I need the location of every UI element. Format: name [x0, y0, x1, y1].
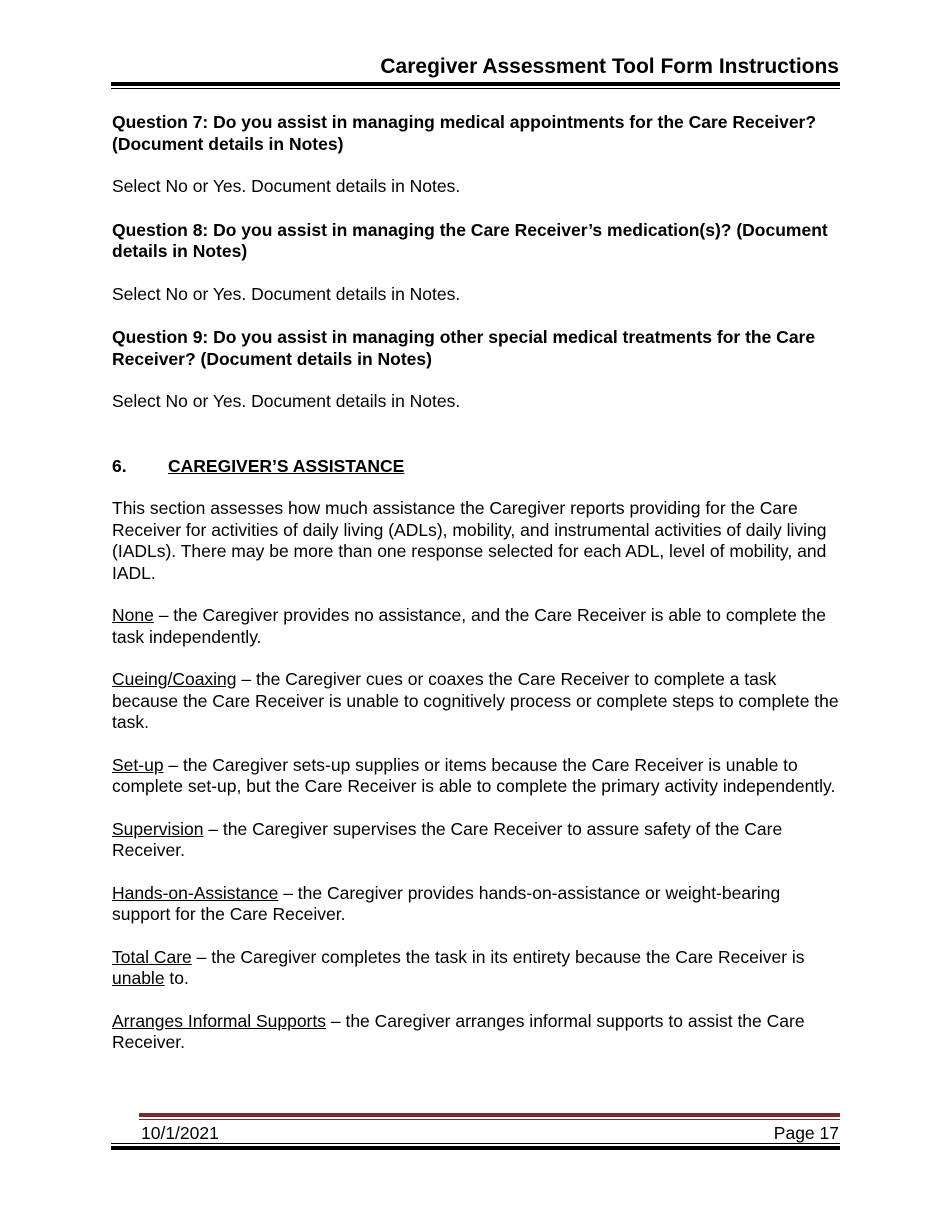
definition-text: – the Caregiver provides hands-on-assistance or weight-bearing support for the Care Receiver. — [112, 882, 781, 924]
footer-date: 10/1/2021 — [141, 1123, 219, 1143]
definition-text: – the Caregiver arranges informal supports to assist the Care Receiver. — [112, 1010, 805, 1052]
definition-emphasis: unable — [112, 968, 165, 988]
footer-rule-bottom-thick — [111, 1146, 840, 1150]
header-title: Caregiver Assessment Tool Form Instructions — [380, 55, 839, 78]
definition-text: – the Caregiver cues or coaxes the Care Receiver to complete a task because the Care Receiver is unable to cognitively process or complete steps to complete the task. — [112, 669, 839, 732]
definition-text: – the Caregiver sets-up supplies or items because the Care Receiver is unable to complete set-up, but the Care Receiver is able to complete the primary activity independently. — [112, 754, 836, 796]
footer-rule-top-thin — [139, 1119, 840, 1120]
definition-tail: to. — [164, 968, 189, 988]
question-9-answer: Select No or Yes. Document details in Notes. — [112, 391, 461, 411]
section-number: 6. — [112, 455, 127, 476]
question-8-answer: Select No or Yes. Document details in Notes. — [112, 283, 461, 304]
body-content — [112, 112, 840, 1054]
section-intro: This section assesses how much assistance the Caregiver reports providing for the Care Receiver for activities of daily living (ADLs), mobility, and instrumental activities of daily living (IADLs). There may be more than one response selected for each ADL, level of mobility, and IADL. — [112, 498, 827, 583]
footer-rule-top-thick — [139, 1113, 840, 1117]
question-7-heading: Question 7: Do you assist in managing medical appointments for the Care Receiver? (Document details in Notes) — [112, 112, 817, 154]
definition-total-care — [112, 947, 840, 990]
definition-text: – the Caregiver completes the task in its entirety because the Care Receiver is — [191, 946, 805, 967]
definition-term: Supervision — [112, 818, 204, 839]
definition-set-up — [112, 755, 840, 798]
definition-arranges-informal-supports — [112, 1011, 840, 1054]
definition-supervision — [112, 819, 840, 862]
footer-page-number: Page 17 — [773, 1123, 839, 1143]
definition-term: Cueing/Coaxing — [112, 669, 237, 689]
definition-term: Set-up — [112, 754, 164, 775]
header-rule-thin — [111, 88, 840, 89]
definition-term: Total Care — [112, 946, 192, 967]
section-title: CAREGIVER’S ASSISTANCE — [168, 455, 405, 476]
section-heading — [112, 456, 840, 478]
definition-none — [112, 605, 840, 648]
definition-text: – the Caregiver provides no assistance, and the Care Receiver is able to complete the task independently. — [112, 605, 827, 647]
definition-text: – the Caregiver supervises the Care Receiver to assure safety of the Care Receiver. — [112, 818, 783, 860]
question-9-heading: Question 9: Do you assist in managing other special medical treatments for the Care Receiver? (Document details in Notes) — [112, 327, 816, 369]
definition-term: Arranges Informal Supports — [112, 1010, 326, 1031]
question-8-heading: Question 8: Do you assist in managing the Care Receiver’s medication(s)? (Document details in Notes) — [112, 219, 828, 261]
definition-term: Hands-on-Assistance — [112, 882, 279, 903]
footer-rule-bottom-thin — [111, 1143, 840, 1144]
definition-term: None — [112, 605, 154, 625]
definition-cueing-coaxing — [112, 669, 840, 734]
definition-hands-on-assistance — [112, 883, 840, 926]
question-7-answer: Select No or Yes. Document details in Notes. — [112, 176, 461, 196]
header-rule-thick — [111, 82, 840, 86]
